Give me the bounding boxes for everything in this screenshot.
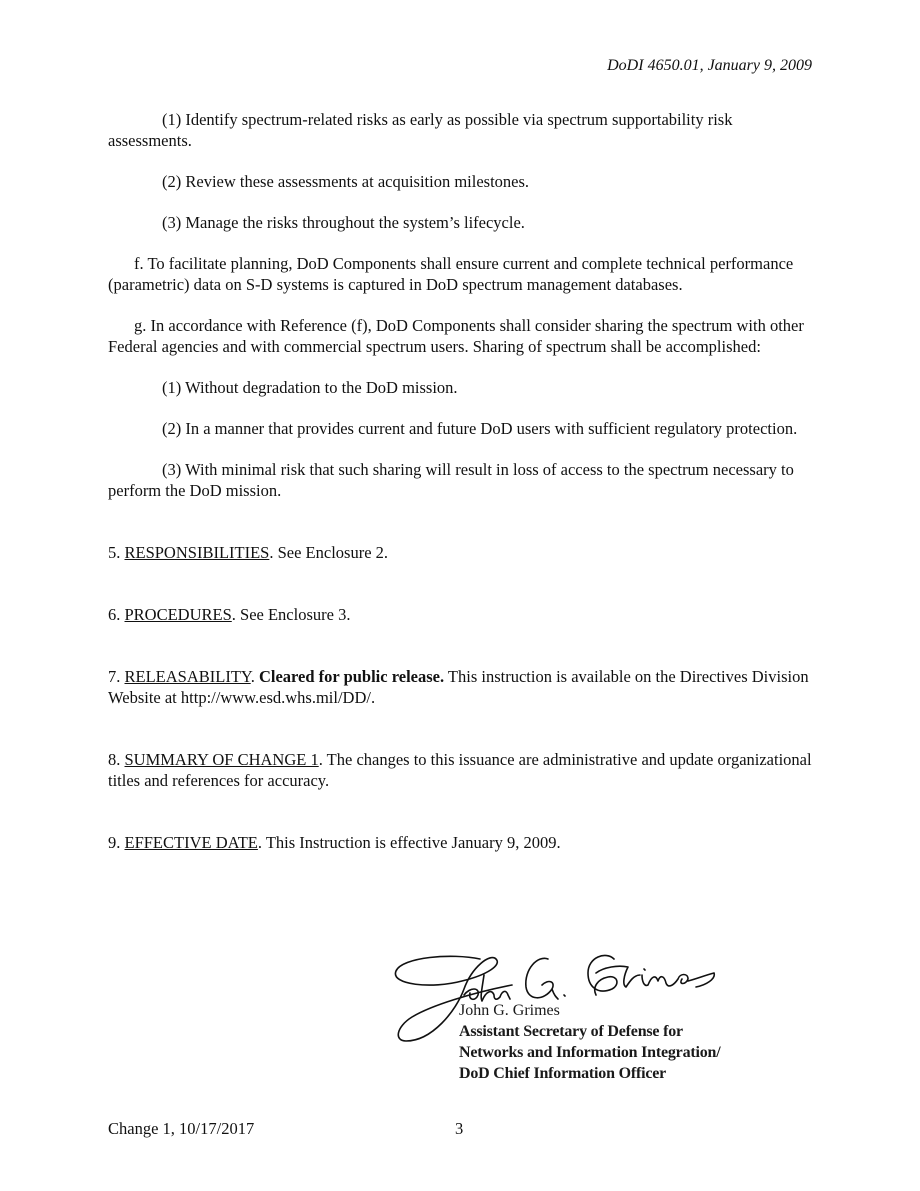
document-body <box>108 109 813 853</box>
signatory-name: John G. Grimes <box>459 1002 560 1019</box>
page-number: 3 <box>455 1119 464 1138</box>
paragraph-g-2: (2) In a manner that provides current and future DoD users with sufficient regulatory protection. <box>162 419 798 438</box>
paragraph-g-1: (1) Without degradation to the DoD mission. <box>162 378 458 397</box>
section-number: 5. <box>108 543 125 562</box>
paragraph-e-3: (3) Manage the risks throughout the system’s lifecycle. <box>162 213 525 232</box>
section-number: 9. <box>108 833 125 852</box>
section-text: This instruction is available on the Directives Division Website at http://www.esd.whs.mil/DD/. <box>108 667 809 707</box>
paragraph-f: f. To facilitate planning, DoD Components shall ensure current and complete technical performance (parametric) data on S-D systems is captured in DoD spectrum management databases. <box>108 254 794 294</box>
section-heading: EFFECTIVE DATE <box>124 833 258 852</box>
section-heading: RELEASABILITY <box>124 667 251 686</box>
document-reference-header: DoDI 4650.01, January 9, 2009 <box>607 57 812 74</box>
release-statement: Cleared for public release. <box>258 667 445 686</box>
section-releasability <box>108 666 813 708</box>
section-number: 7. <box>108 667 125 686</box>
section-text: . See Enclosure 2. <box>269 543 389 562</box>
section-heading: PROCEDURES <box>124 605 232 624</box>
signatory-title-line-1: Assistant Secretary of Defense for <box>459 1023 683 1040</box>
section-separator: . <box>250 667 259 686</box>
section-responsibilities <box>108 542 813 563</box>
paragraph-g: g. In accordance with Reference (f), DoD Components shall consider sharing the spectrum with other Federal agencies and with commercial spectrum users. Sharing of spectrum shall be accomplished: <box>108 316 804 356</box>
section-number: 6. <box>108 605 125 624</box>
signatory-title-line-3: DoD Chief Information Officer <box>459 1065 667 1082</box>
section-text: . This Instruction is effective January 9, 2009. <box>257 833 561 852</box>
change-footer: Change 1, 10/17/2017 <box>108 1119 255 1138</box>
signatory-title-line-2: Networks and Information Integration/ <box>459 1044 721 1061</box>
section-summary-of-change <box>108 749 813 791</box>
section-heading: SUMMARY OF CHANGE 1 <box>124 750 319 769</box>
section-procedures <box>108 604 813 625</box>
paragraph-e-1: (1) Identify spectrum-related risks as early as possible via spectrum supportability risk assessments. <box>108 110 733 150</box>
section-text: . See Enclosure 3. <box>231 605 351 624</box>
paragraph-e-2: (2) Review these assessments at acquisition milestones. <box>162 172 530 191</box>
section-number: 8. <box>108 750 125 769</box>
section-effective-date <box>108 832 813 853</box>
section-text: . The changes to this issuance are administrative and update organizational titles and references for accuracy. <box>108 750 812 790</box>
signature-block <box>392 945 752 1082</box>
signatory-details <box>459 1000 721 1084</box>
paragraph-g-3: (3) With minimal risk that such sharing will result in loss of access to the spectrum necessary to perform the DoD mission. <box>108 460 794 500</box>
section-heading: RESPONSIBILITIES <box>124 543 270 562</box>
